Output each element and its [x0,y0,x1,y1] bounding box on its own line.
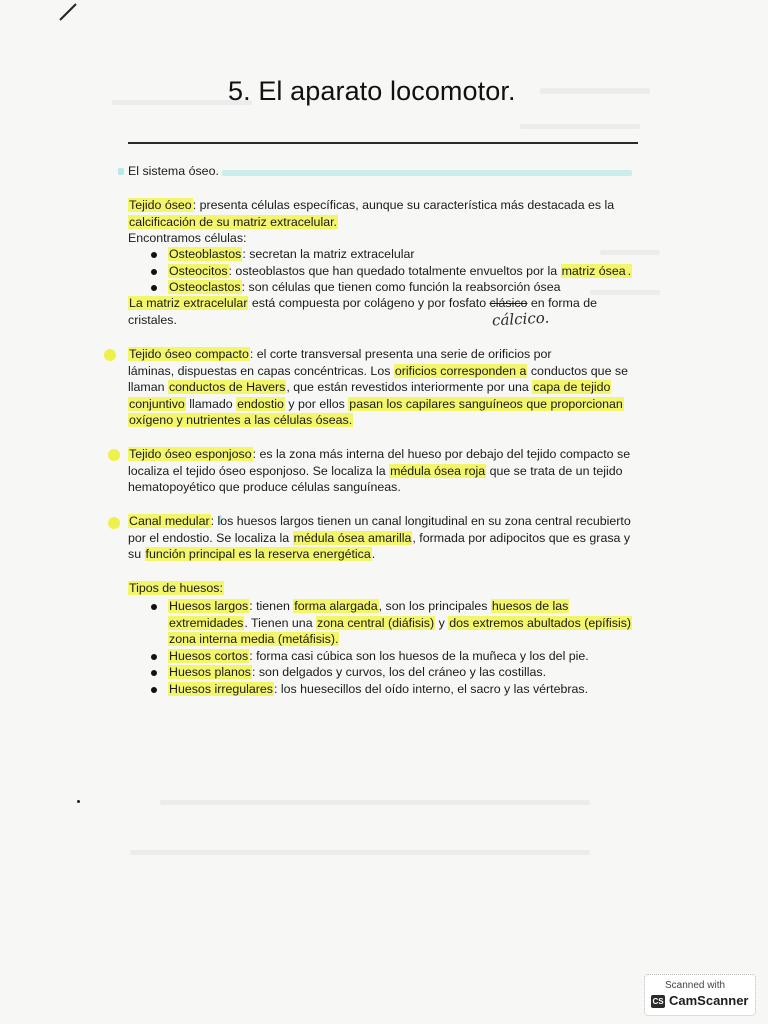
highlight-dot [104,349,116,361]
camscanner-logo-icon: CS [652,997,664,1006]
highlight: dos extremos abultados (epífisis) [449,615,632,630]
term: Huesos irregulares [169,681,273,696]
list-item [148,263,652,280]
section-heading [128,163,652,180]
bullet-icon [151,687,157,693]
highlight: forma alargada [294,599,378,613]
term: Huesos planos [169,665,251,680]
text: llamado [185,396,237,411]
highlight: huesos de las [491,599,569,613]
highlight: oxígeno y nutrientes a las células óseas. [129,413,353,428]
text: . [371,547,376,562]
handwritten-note: cálcico. [491,308,550,330]
text: : forma casi cúbica son los huesos de la muñeca y los del pie. [249,648,589,663]
speck [77,800,80,803]
highlight: zona central (diáfisis) [317,615,435,630]
pen-mark [0,0,80,30]
camscanner-watermark [644,974,756,1016]
bleed-through [540,88,650,94]
text: : los huesos largos tienen un canal longitudinal en su zona central recubierto [210,514,631,528]
term: Huesos largos [169,599,249,613]
text: , que están revestidos interiormente por una [286,380,533,395]
text: . Tienen una [244,615,317,630]
text: : los huesecillos del oído interno, el sacro y las vértebras. [274,681,589,696]
term: Osteoblastos [169,247,242,261]
tipos-heading [128,580,652,597]
paragraph-canal-medular [128,513,652,563]
cyan-marker [118,168,124,175]
highlight: zona interna media (metáfisis). [169,632,339,647]
text: cristales. [128,312,177,327]
term: Canal medular [129,514,210,528]
highlight: conductos de Havers [168,380,286,395]
highlight-dot [108,517,120,529]
bone-types-list [148,598,652,698]
term: Tejido óseo esponjoso [129,447,252,461]
title-rule [128,142,638,144]
highlight: pasan los capilares sanguíneos que proporcionan [349,396,623,411]
bleed-through [520,124,640,129]
text: , son los principales [378,599,491,613]
text: y por ellos [284,396,349,411]
highlight: médula ósea amarilla [293,530,412,545]
bullet-icon [151,285,157,291]
text: : osteoblastos que han quedado totalmente envueltos por la [228,263,561,278]
bullet-icon [151,252,157,258]
highlight: calcificación de su matriz extracelular. [129,214,337,229]
list-item [148,279,652,296]
bullet-icon [151,604,157,610]
highlight: extremidades [169,615,244,630]
term: Osteoclastos [169,280,241,295]
text: . [627,263,632,278]
text: : presenta células específicas, aunque su característica más destacada es la [192,198,615,212]
list-item-continued [148,631,652,648]
paragraph-tejido-oseo [128,197,652,247]
text: está compuesta por colágeno y por fosfato [248,296,490,310]
text: su [128,547,145,562]
highlight: endostio [237,396,284,411]
text: que se trata de un tejido [486,463,623,478]
text: y [435,615,449,630]
bullet-icon [151,670,157,676]
term-tejido-oseo: Tejido óseo [129,198,192,212]
text: Encontramos células: [128,231,247,246]
highlight: conjuntivo [129,396,185,411]
text: en forma de [527,296,597,310]
bullet-icon [151,654,157,660]
highlight: función principal es la reserva energética [145,547,371,562]
text: láminas, dispuestas en capas concéntricas. Los [128,363,394,378]
highlight: médula ósea roja [390,463,486,478]
list-item [148,681,652,698]
list-item [148,664,652,681]
list-item [148,246,652,263]
highlight: orificios corresponden a [394,363,527,378]
list-item [148,598,652,615]
text: llaman [128,380,168,395]
page-title: 5. El aparato locomotor. [228,76,516,106]
text: : son delgados y curvos, los del cráneo y las costillas. [251,665,547,680]
cell-list [148,246,652,296]
list-item [148,648,652,665]
text: por el endostio. Se localiza la [128,530,293,545]
struck-text: clásico [489,296,528,310]
bullet-icon [151,269,157,275]
text: , formada por adipocitos que es grasa y [412,530,631,545]
text: localiza el tejido óseo esponjoso. Se localiza la [128,463,390,478]
paragraph-esponjoso [128,446,652,496]
text: conductos que se [527,363,628,378]
term: Osteocitos [169,263,228,278]
paragraph-matriz [128,295,652,328]
scanned-with-label: Scanned with [665,980,726,991]
highlight: La matriz extracelular [129,296,248,310]
text: hematopoyético que produce células sanguíneas. [128,480,401,495]
heading-text: Tipos de huesos: [129,581,223,595]
term: Huesos cortos [169,648,249,663]
list-item-continued [148,615,652,632]
text: : tienen [249,599,294,613]
section-heading-text: El sistema óseo. [128,164,219,178]
highlight: capa de tejido [533,380,611,395]
text: : son células que tienen como función la reabsorción ósea [241,280,561,295]
highlight: matriz ósea [561,263,626,278]
highlight-dot [108,449,120,461]
text: : el corte transversal presenta una serie de orificios por [249,347,552,361]
paragraph-compacto [128,346,652,429]
text: : secretan la matriz extracelular [242,247,415,261]
bleed-through [160,800,590,805]
bleed-through [130,850,590,855]
text: : es la zona más interna del hueso por debajo del tejido compacto se [252,447,631,461]
camscanner-brand: CamScanner [669,993,749,1008]
term: Tejido óseo compacto [129,347,249,361]
